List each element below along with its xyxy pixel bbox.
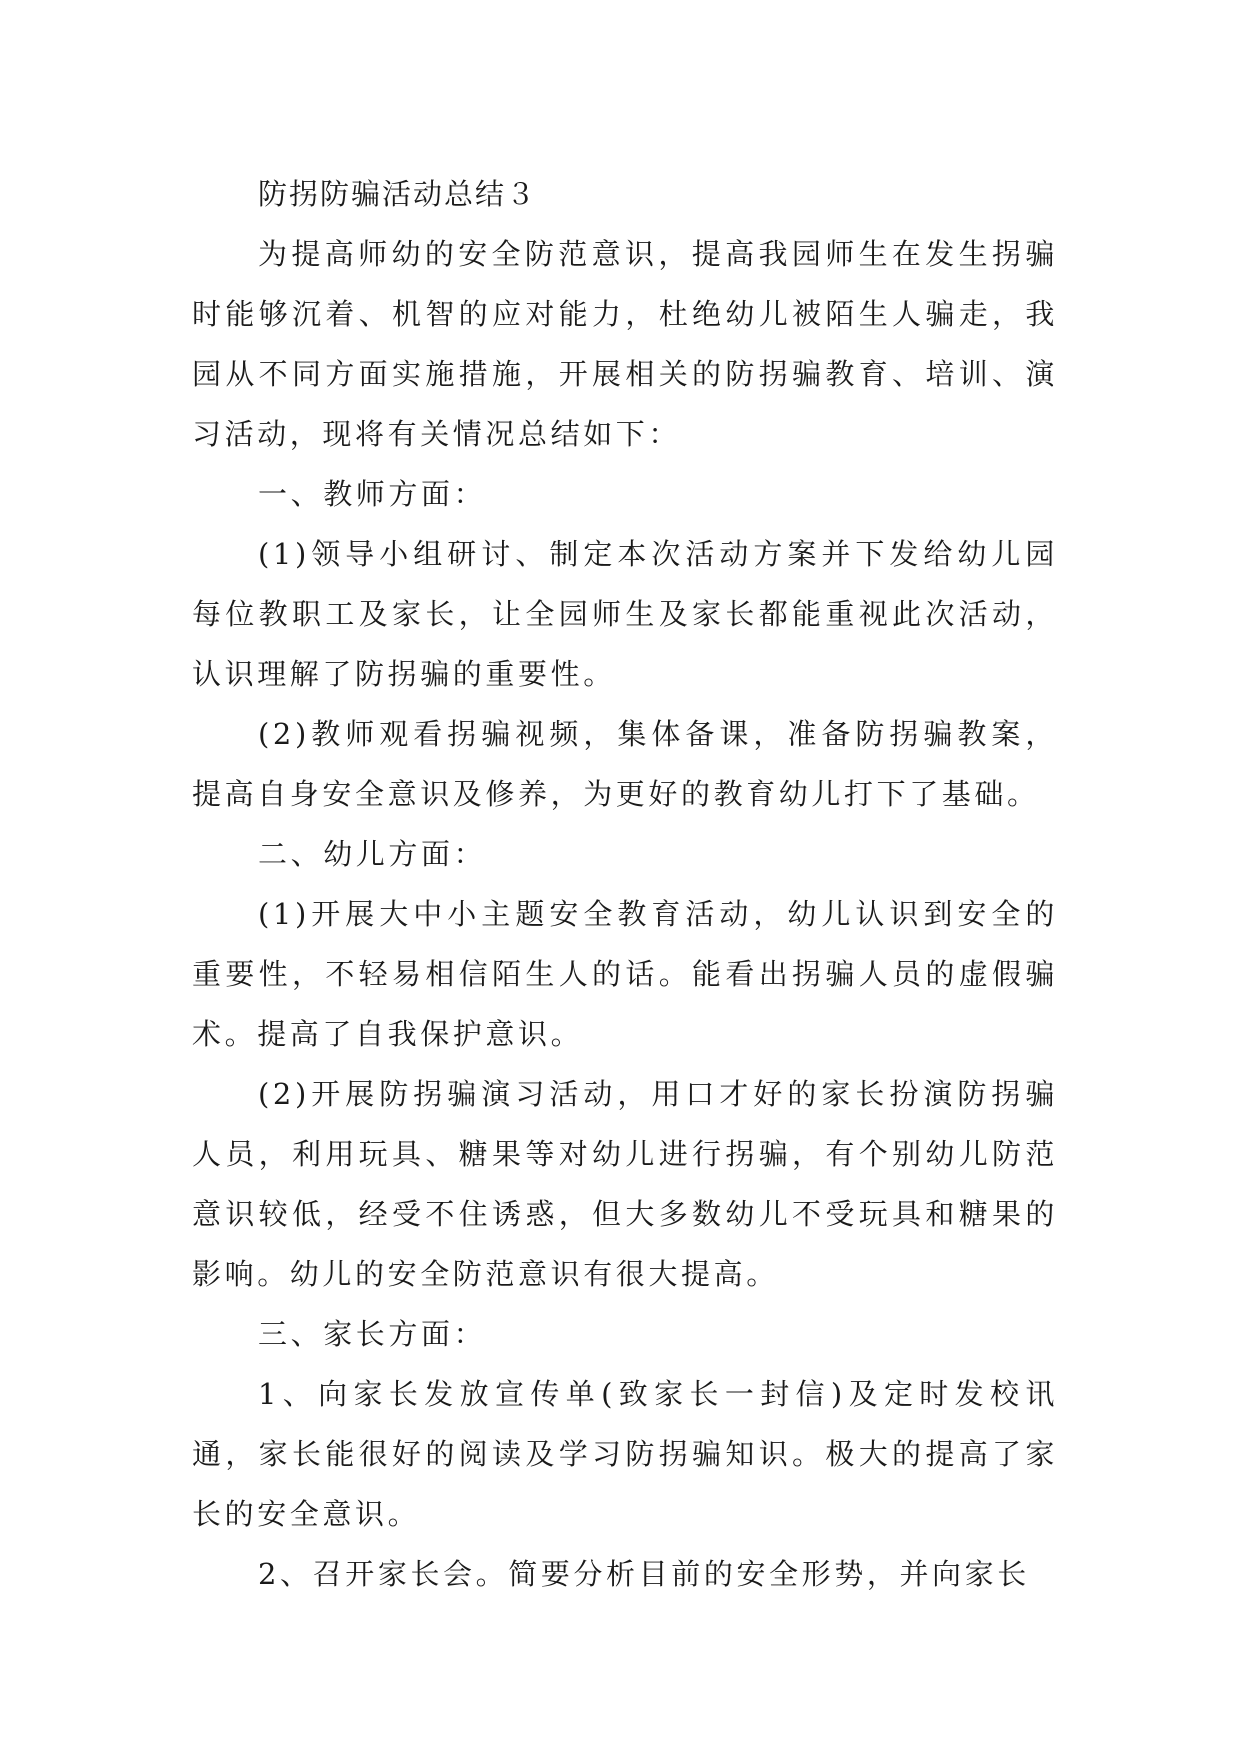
- document-body: [192, 164, 1058, 1604]
- paragraph-parents-1: 1、向家长发放宣传单(致家长一封信)及定时发校讯通，家长能很好的阅读及学习防拐骗知识。极大的提高了家长的安全意识。: [192, 1377, 1058, 1531]
- paragraph-intro: 为提高师幼的安全防范意识，提高我园师生在发生拐骗时能够沉着、机智的应对能力，杜绝幼儿被陌生人骗走，我园从不同方面实施措施，开展相关的防拐骗教育、培训、演习活动，现将有关情况总结如下：: [192, 237, 1058, 451]
- paragraph-teachers-2: (2)教师观看拐骗视频，集体备课，准备防拐骗教案，提高自身安全意识及修养，为更好的教育幼儿打下了基础。: [192, 717, 1058, 811]
- paragraph-children-2: (2)开展防拐骗演习活动，用口才好的家长扮演防拐骗人员，利用玩具、糖果等对幼儿进行拐骗，有个别幼儿防范意识较低，经受不住诱惑，但大多数幼儿不受玩具和糖果的影响。幼儿的安全防范意识有很大提高。: [192, 1077, 1058, 1291]
- paragraph-parents-2: 2、召开家长会。简要分析目前的安全形势，并向家长: [258, 1557, 1030, 1591]
- section-heading-parents: 三、家长方面：: [258, 1317, 487, 1351]
- section-heading-teachers: 一、教师方面：: [258, 477, 487, 511]
- document-title: 防拐防骗活动总结３: [258, 177, 538, 211]
- paragraph-children-1: (1)开展大中小主题安全教育活动，幼儿认识到安全的重要性，不轻易相信陌生人的话。能看出拐骗人员的虚假骗术。提高了自我保护意识。: [192, 897, 1058, 1051]
- paragraph-teachers-1: (1)领导小组研讨、制定本次活动方案并下发给幼儿园每位教职工及家长，让全园师生及家长都能重视此次活动，认识理解了防拐骗的重要性。: [192, 537, 1058, 691]
- section-heading-children: 二、幼儿方面：: [258, 837, 487, 871]
